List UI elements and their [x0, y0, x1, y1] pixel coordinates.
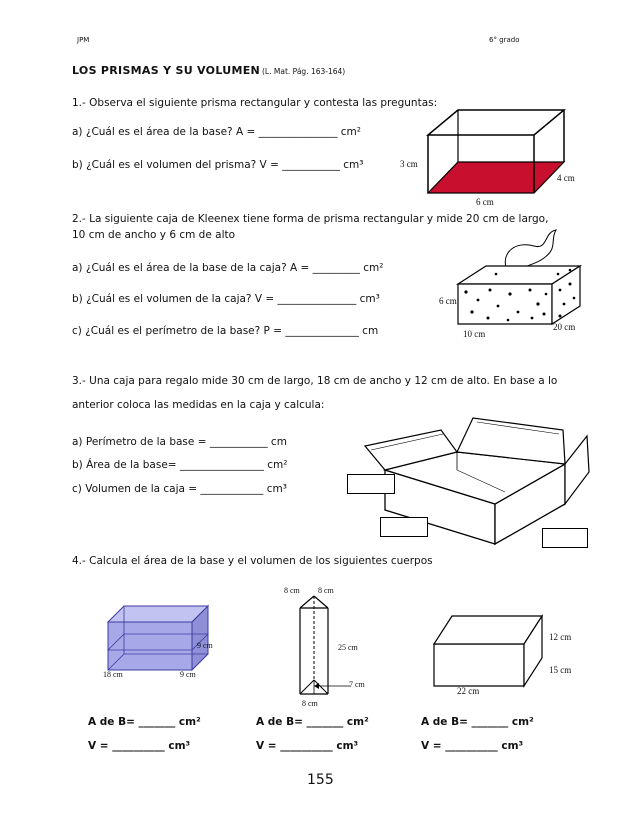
q2-prompt-line2: 10 cm de ancho y 6 cm de alto	[72, 229, 236, 241]
answer-box-bottom[interactable]	[380, 517, 428, 537]
q4-fig2-height: 25 cm	[338, 643, 358, 652]
q2-c: c) ¿Cuál es el perímetro de la base? P = ______________ cm	[72, 325, 379, 337]
q4-fig1-area-answer: A de B= _______ cm²	[88, 716, 201, 728]
header-left: JPM	[77, 36, 90, 44]
q4-fig3-volume-answer: V = __________ cm³	[421, 740, 524, 752]
q2-dim-length: 20 cm	[553, 322, 576, 332]
q4-fig2-top-right: 8 cm	[318, 586, 334, 595]
q4-fig2-area-answer: A de B= _______ cm²	[256, 716, 369, 728]
q4-fig1-volume-answer: V = __________ cm³	[88, 740, 191, 752]
q1-b: b) ¿Cuál es el volumen del prisma? V = ___________ cm³	[72, 159, 364, 171]
q4-fig1-depth: 9 cm	[180, 670, 196, 679]
q4-fig3-length: 22 cm	[457, 686, 480, 696]
q3-a: a) Perímetro de la base = ___________ cm	[72, 436, 287, 448]
kleenex-box-figure	[448, 228, 598, 328]
q4-fig2-tri-height: 7 cm	[349, 680, 365, 689]
q2-dim-width: 10 cm	[463, 329, 486, 339]
answer-box-left[interactable]	[347, 474, 395, 494]
q2-a: a) ¿Cuál es el área de la base de la caja? A = _________ cm²	[72, 262, 384, 274]
q4-fig3-depth: 15 cm	[549, 665, 572, 675]
book-reference: (L. Mat. Pág. 163-164)	[262, 67, 346, 76]
answer-box-right[interactable]	[542, 528, 588, 548]
q3-prompt-line2: anterior coloca las medidas en la caja y calcula:	[72, 399, 325, 411]
page-number: 155	[307, 772, 334, 788]
q4-fig3-height: 12 cm	[549, 632, 572, 642]
q4-prism-3-figure	[430, 610, 550, 690]
q3-c: c) Volumen de la caja = ____________ cm³	[72, 483, 287, 495]
q1-dim-length: 6 cm	[476, 197, 494, 207]
q2-b: b) ¿Cuál es el volumen de la caja? V = _______________ cm³	[72, 293, 380, 305]
q3-b: b) Área de la base= ________________ cm²	[72, 459, 288, 471]
q4-fig3-area-answer: A de B= _______ cm²	[421, 716, 534, 728]
q1-dim-depth: 4 cm	[557, 173, 575, 183]
q4-fig2-base: 8 cm	[302, 699, 318, 708]
q4-prism-1-figure	[100, 600, 210, 680]
q1-a: a) ¿Cuál es el área de la base? A = _______________ cm²	[72, 126, 361, 138]
page-title: LOS PRISMAS Y SU VOLUMEN	[72, 64, 261, 77]
q1-prompt: 1.- Observa el siguiente prisma rectangular y contesta las preguntas:	[72, 97, 438, 109]
q1-prism-figure	[400, 105, 590, 215]
q2-dim-height: 6 cm	[439, 296, 457, 306]
q4-fig2-top-left: 8 cm	[284, 586, 300, 595]
q1-dim-height: 3 cm	[400, 159, 418, 169]
q4-fig1-height: 9 cm	[197, 641, 213, 650]
q4-fig1-length: 18 cm	[103, 670, 123, 679]
q4-prompt: 4.- Calcula el área de la base y el volumen de los siguientes cuerpos	[72, 555, 433, 567]
q4-fig2-volume-answer: V = __________ cm³	[256, 740, 359, 752]
q2-prompt-line1: 2.- La siguiente caja de Kleenex tiene forma de prisma rectangular y mide 20 cm de largo,	[72, 213, 549, 225]
header-right: 6° grado	[489, 36, 520, 44]
q3-prompt-line1: 3.- Una caja para regalo mide 30 cm de largo, 18 cm de ancho y 12 cm de alto. En base a lo	[72, 375, 558, 387]
